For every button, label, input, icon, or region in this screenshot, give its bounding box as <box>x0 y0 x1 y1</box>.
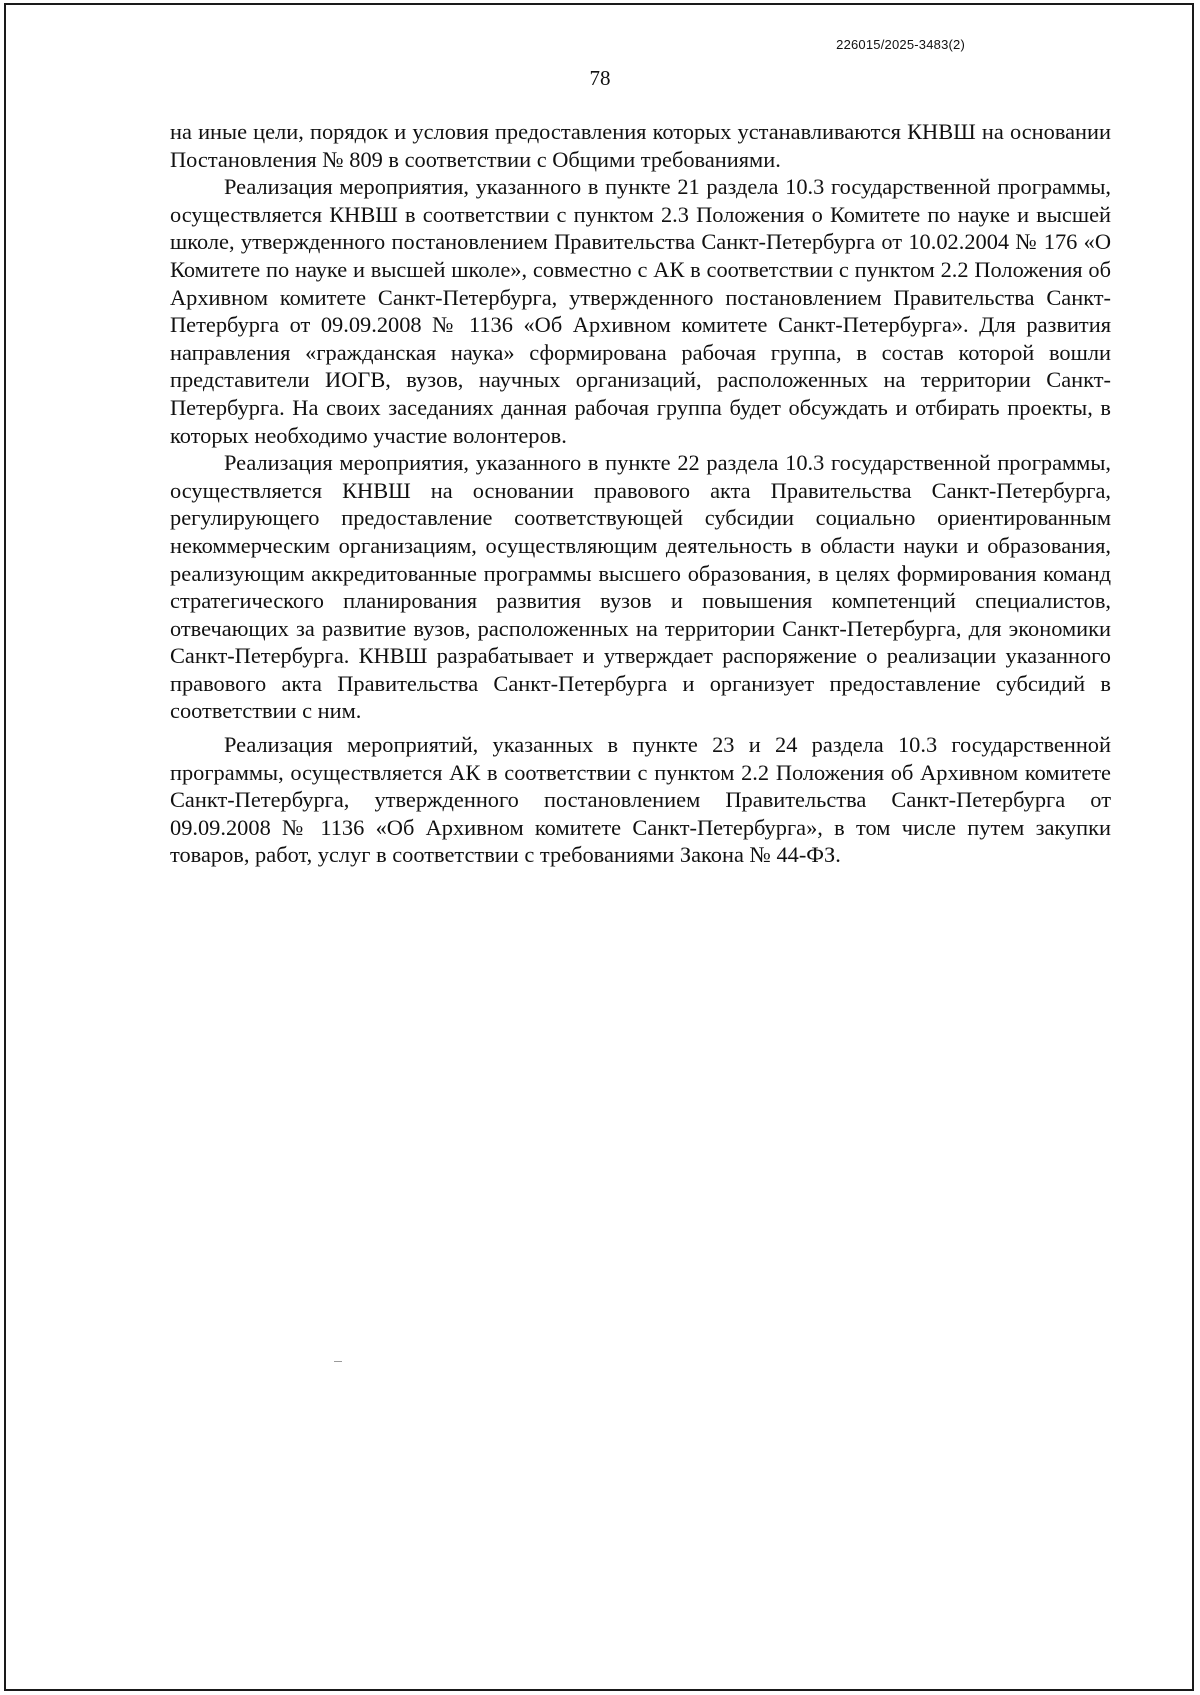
document-body <box>170 118 1111 869</box>
paragraph-items-23-24: Реализация мероприятий, указанных в пункте 23 и 24 раздела 10.3 государственной программы, осуществляется АК в соответствии с пунктом 2.2 Положения об Архивном комитете Санкт-Петербурга, утвержденного постановлением Правительства Санкт-Петербурга от 09.09.2008 № 1136 «Об Архивном комитете Санкт-Петербурга», в том числе путем закупки товаров, работ, услуг в соответствии с требованиями Закона № 44-ФЗ. <box>170 732 1111 868</box>
paragraph-item-22: Реализация мероприятия, указанного в пункте 22 раздела 10.3 государственной программы, осуществляется КНВШ на основании правового акта Правительства Санкт-Петербурга, регулирующего предоставление соответствующей субсидии социально ориентированным некоммерческим организациям, осуществляющим деятельность в области науки и образования, реализующим аккредитованные программы высшего образования, в целях формирования команд стратегического планирования развития вузов и повышения компетенций специалистов, отвечающих за развитие вузов, расположенных на территории Санкт-Петербурга, для экономики Санкт-Петербурга. КНВШ разрабатывает и утверждает распоряжение о реализации указанного правового акта Правительства Санкт-Петербурга и организует предоставление субсидий в соответствии с ним. <box>170 450 1111 724</box>
paragraph-continuation: на иные цели, порядок и условия предоставления которых устанавливаются КНВШ на основании Постановления № 809 в соответствии с Общими требованиями. <box>170 119 1111 172</box>
scan-artifact <box>334 1361 342 1362</box>
paragraph-item-21: Реализация мероприятия, указанного в пункте 21 раздела 10.3 государственной программы, осуществляется КНВШ в соответствии с пунктом 2.3 Положения о Комитете по науке и высшей школе, утвержденного постановлением Правительства Санкт-Петербурга от 10.02.2004 № 176 «О Комитете по науке и высшей школе», совместно с АК в соответствии с пунктом 2.2 Положения об Архивном комитете Санкт-Петербурга, утвержденного постановлением Правительства Санкт-Петербурга от 09.09.2008 № 1136 «Об Архивном комитете Санкт-Петербурга». Для развития направления «гражданская наука» сформирована рабочая группа, в состав которой вошли представители ИОГВ, вузов, научных организаций, расположенных на территории Санкт-Петербурга. На своих заседаниях данная рабочая группа будет обсуждать и отбирать проекты, в которых необходимо участие волонтеров. <box>170 174 1111 448</box>
document-registration-number: 226015/2025-3483(2) <box>836 37 965 52</box>
page-number: 78 <box>589 66 611 90</box>
